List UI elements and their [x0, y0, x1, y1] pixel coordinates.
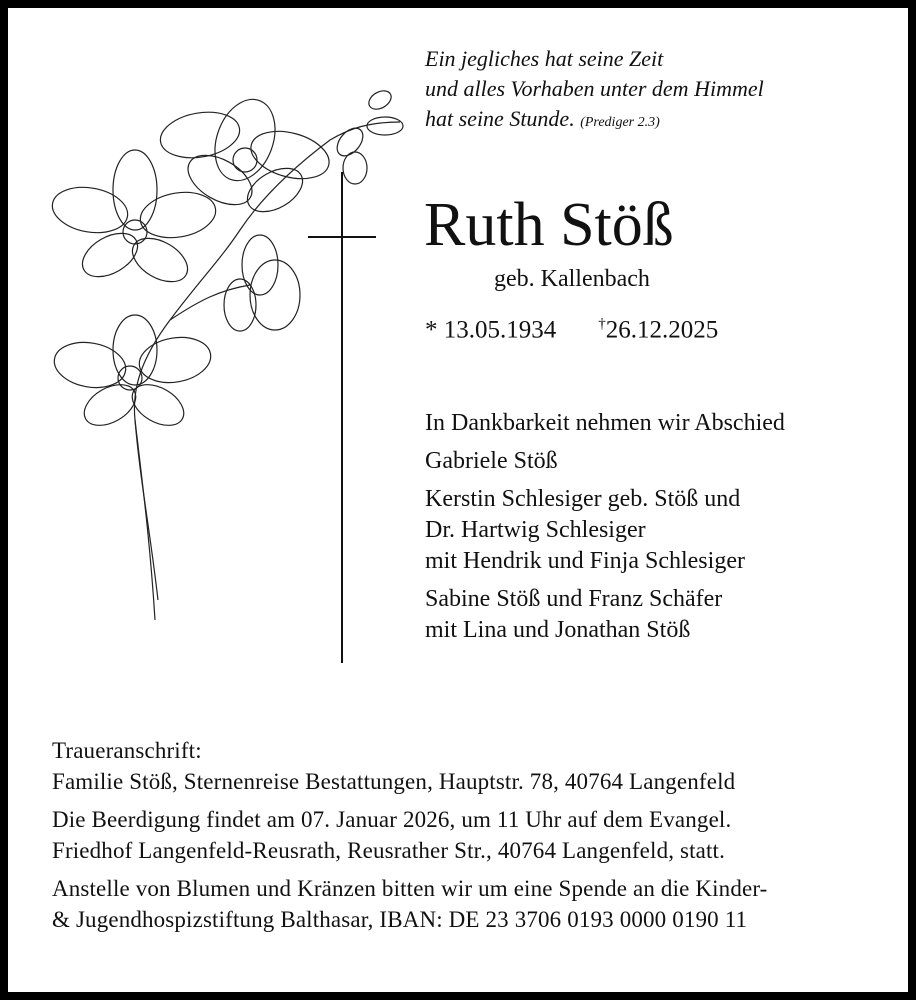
mourner-line: Sabine Stöß und Franz Schäfer [425, 586, 723, 612]
mourner-line: Dr. Hartwig Schlesiger [425, 517, 646, 543]
bible-quote [425, 44, 764, 138]
birth-date: 13.05.1934 [443, 316, 557, 344]
funeral-line: Die Beerdigung findet am 07. Januar 2026, um 11 Uhr auf dem Evangel. [52, 807, 732, 832]
donation-line: Anstelle von Blumen und Kränzen bitten wir um eine Spende an die Kinder- [52, 876, 768, 901]
quote-line: Ein jegliches hat seine Zeit [425, 46, 664, 71]
mourner-line: mit Hendrik und Finja Schlesiger [425, 548, 745, 574]
mourner-line: Kerstin Schlesiger geb. Stöß und [425, 486, 741, 512]
life-dates [425, 316, 718, 344]
birth-symbol: * [425, 316, 438, 344]
death-symbol: † [598, 316, 606, 332]
cross-icon [341, 172, 343, 663]
orchid-illustration-icon [50, 60, 420, 620]
flower-left [50, 150, 219, 291]
mourner-group [425, 484, 785, 577]
maiden-name: geb. Kallenbach [494, 266, 650, 292]
buds [332, 87, 403, 184]
quote-reference: (Prediger 2.3) [580, 115, 660, 130]
mourner-group [425, 584, 785, 646]
deceased-name: Ruth Stöß [424, 191, 674, 259]
mourners-list [425, 408, 785, 653]
mourners-intro: In Dankbarkeit nehmen wir Abschied [425, 410, 785, 436]
mourner-group [425, 446, 785, 477]
flower-side [224, 235, 300, 331]
mourner-line: Gabriele Stöß [425, 448, 558, 474]
funeral-line: Friedhof Langenfeld-Reusrath, Reusrather Str., 40764 Langenfeld, statt. [52, 838, 726, 863]
quote-line: hat seine Stunde. [425, 106, 575, 131]
flower-top [157, 91, 335, 221]
quote-line: und alles Vorhaben unter dem Himmel [425, 76, 764, 101]
cross-icon-bar [308, 236, 376, 238]
address-label: Traueranschrift: [52, 738, 202, 763]
death-date: 26.12.2025 [605, 316, 719, 344]
flower-bottom [51, 315, 215, 434]
funeral-info [52, 735, 768, 942]
mourner-line: mit Lina und Jonathan Stöß [425, 617, 691, 643]
address: Familie Stöß, Sternenreise Bestattungen, Hauptstr. 78, 40764 Langenfeld [52, 769, 736, 794]
donation-line: & Jugendhospizstiftung Balthasar, IBAN: DE 23 3706 0193 0000 0190 11 [52, 907, 748, 932]
